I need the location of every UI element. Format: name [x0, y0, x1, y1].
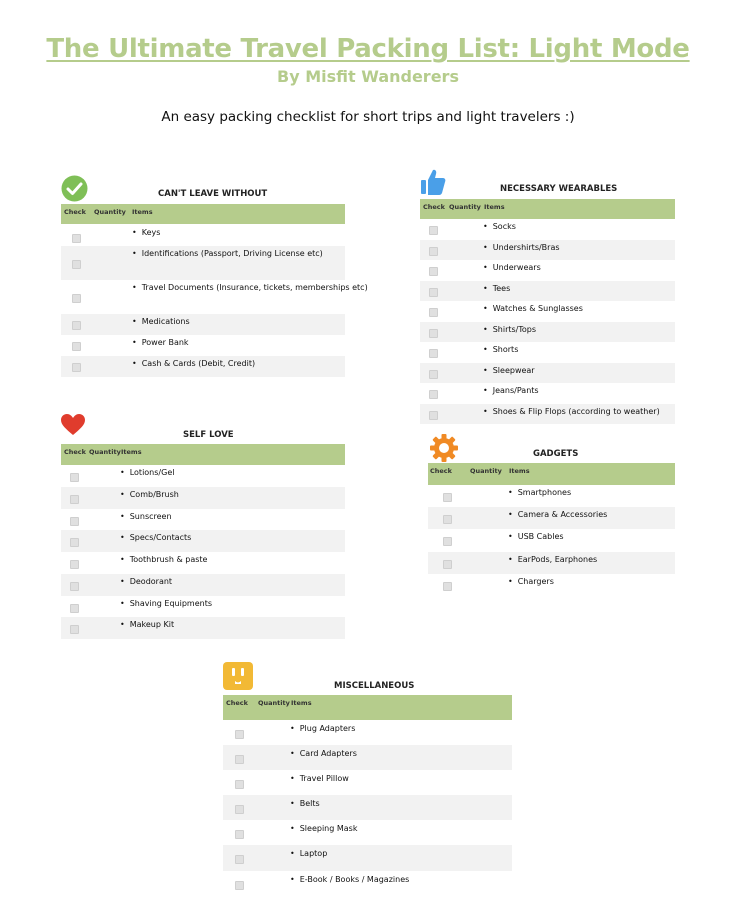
power-outlet-icon	[223, 662, 253, 690]
list-item	[61, 530, 345, 552]
item-label: • Camera & Accessories	[508, 510, 607, 519]
item-label: • Toothbrush & paste	[120, 555, 207, 564]
checkbox[interactable]	[72, 260, 81, 269]
section-title: CAN'T LEAVE WITHOUT	[158, 189, 268, 199]
checkbox[interactable]	[429, 308, 438, 317]
item-label: • Belts	[290, 799, 320, 808]
checkbox[interactable]	[235, 805, 244, 814]
section-necessary-wearables	[420, 166, 675, 426]
list-item	[420, 342, 675, 363]
checkbox[interactable]	[429, 267, 438, 276]
section-self-love	[61, 413, 345, 641]
item-label: • Card Adapters	[290, 749, 357, 758]
item-label: • Laptop	[290, 849, 327, 858]
item-label: • Travel Documents (Insurance, tickets, memberships etc)	[132, 283, 368, 292]
heart-icon	[61, 414, 85, 436]
list-item	[428, 552, 675, 574]
list-item	[61, 487, 345, 509]
header-items: Items	[509, 467, 530, 475]
header-check: Check	[430, 467, 452, 475]
section-title: SELF LOVE	[183, 430, 234, 440]
item-label: • Sunscreen	[120, 512, 172, 521]
section-cant-leave-without	[61, 173, 368, 378]
header-quantity: Quantity	[258, 699, 290, 707]
list-item	[223, 795, 512, 820]
item-label: • Sleeping Mask	[290, 824, 357, 833]
header-items: Items	[291, 699, 312, 707]
header-quantity: Quantity	[470, 467, 502, 475]
checkbox[interactable]	[70, 582, 79, 591]
checkbox[interactable]	[70, 538, 79, 547]
item-label: • Sleepwear	[483, 366, 535, 375]
item-label: • Shaving Equipments	[120, 599, 212, 608]
header-check: Check	[64, 448, 86, 456]
list-item	[420, 383, 675, 404]
checkbox[interactable]	[70, 495, 79, 504]
list-item	[61, 280, 368, 314]
checkbox[interactable]	[429, 349, 438, 358]
checkbox[interactable]	[443, 560, 452, 569]
list-item	[61, 314, 345, 335]
item-label: • Underwears	[483, 263, 541, 272]
checkbox[interactable]	[70, 560, 79, 569]
header-quantity: Quantity	[89, 448, 121, 456]
checkmark-icon	[61, 175, 88, 202]
item-label: • Socks	[483, 222, 516, 231]
list-item	[420, 219, 675, 240]
item-label: • Plug Adapters	[290, 724, 355, 733]
item-label: • Undershirts/Bras	[483, 243, 560, 252]
item-label: • Travel Pillow	[290, 774, 349, 783]
table-header	[223, 695, 512, 720]
header-quantity: Quantity	[94, 208, 126, 216]
item-list	[428, 485, 675, 596]
item-label: • Watches & Sunglasses	[483, 304, 583, 313]
checkbox[interactable]	[235, 755, 244, 764]
item-label: • Chargers	[508, 577, 554, 586]
item-label: • Medications	[132, 317, 190, 326]
checkbox[interactable]	[235, 830, 244, 839]
header-check: Check	[64, 208, 86, 216]
list-item	[420, 301, 675, 322]
item-label: • Shoes & Flip Flops (according to weather)	[483, 407, 660, 416]
checkbox[interactable]	[443, 537, 452, 546]
list-item	[223, 720, 512, 745]
section-title: NECESSARY WEARABLES	[500, 184, 618, 194]
item-list	[61, 465, 345, 639]
item-label: • Smartphones	[508, 488, 571, 497]
list-item	[61, 617, 345, 639]
checkbox[interactable]	[429, 411, 438, 420]
page-tagline: An easy packing checklist for short trips and light travelers :)	[161, 109, 575, 125]
item-label: • USB Cables	[508, 532, 564, 541]
item-list	[420, 219, 675, 424]
item-label: • EarPods, Earphones	[508, 555, 597, 564]
checkbox[interactable]	[70, 473, 79, 482]
item-label: • Keys	[132, 228, 160, 237]
item-list	[223, 720, 512, 896]
checkbox[interactable]	[235, 855, 244, 864]
checkbox[interactable]	[70, 604, 79, 613]
section-title: GADGETS	[533, 449, 579, 459]
list-item	[61, 246, 345, 280]
gear-icon	[430, 434, 458, 462]
list-item	[428, 507, 675, 529]
list-item	[61, 356, 345, 377]
header-check: Check	[423, 203, 445, 211]
item-label: • Jeans/Pants	[483, 386, 539, 395]
checkbox[interactable]	[429, 247, 438, 256]
item-label: • Shorts	[483, 345, 518, 354]
list-item	[61, 335, 345, 356]
list-item	[420, 404, 675, 425]
list-item	[420, 260, 675, 281]
checkbox[interactable]	[429, 226, 438, 235]
item-label: • Cash & Cards (Debit, Credit)	[132, 359, 255, 368]
item-label: • Identifications (Passport, Driving License etc)	[132, 249, 323, 258]
checkbox[interactable]	[443, 515, 452, 524]
list-item	[223, 845, 512, 870]
list-item	[223, 770, 512, 795]
header-items: Items	[121, 448, 142, 456]
page-subtitle: By Misfit Wanderers	[277, 67, 459, 86]
checkbox[interactable]	[72, 363, 81, 372]
item-label: • Shirts/Tops	[483, 325, 536, 334]
item-label: • Comb/Brush	[120, 490, 179, 499]
header-items: Items	[484, 203, 505, 211]
item-label: • Lotions/Gel	[120, 468, 174, 477]
header-check: Check	[226, 699, 248, 707]
page-title: The Ultimate Travel Packing List: Light Mode	[46, 34, 690, 64]
checkbox[interactable]	[443, 582, 452, 591]
table-header	[61, 204, 345, 224]
list-item	[428, 485, 675, 507]
checkbox[interactable]	[429, 390, 438, 399]
item-label: • Tees	[483, 284, 510, 293]
checkbox[interactable]	[429, 370, 438, 379]
item-label: • Power Bank	[132, 338, 189, 347]
list-item	[223, 820, 512, 845]
checkbox[interactable]	[235, 881, 244, 890]
header-items: Items	[132, 208, 153, 216]
list-item	[420, 240, 675, 261]
item-list	[61, 224, 368, 377]
checkbox[interactable]	[235, 730, 244, 739]
list-item	[61, 552, 345, 574]
section-miscellaneous	[223, 662, 512, 898]
table-header	[420, 199, 675, 219]
section-title: MISCELLANEOUS	[334, 681, 415, 691]
item-label: • Specs/Contacts	[120, 533, 191, 542]
header-quantity: Quantity	[449, 203, 481, 211]
checkbox[interactable]	[72, 234, 81, 243]
checkbox[interactable]	[72, 294, 81, 303]
list-item	[61, 465, 345, 487]
checkbox[interactable]	[70, 625, 79, 634]
list-item	[61, 574, 345, 596]
checkbox[interactable]	[235, 780, 244, 789]
item-label: • Makeup Kit	[120, 620, 174, 629]
list-item	[428, 574, 675, 596]
list-item	[420, 363, 675, 384]
section-gadgets	[428, 433, 675, 598]
list-item	[420, 281, 675, 302]
checkbox[interactable]	[429, 329, 438, 338]
table-header	[428, 463, 675, 485]
thumbs-up-icon	[420, 168, 446, 196]
item-label: • E-Book / Books / Magazines	[290, 875, 409, 884]
list-item	[420, 322, 675, 343]
table-header	[61, 444, 345, 465]
checkbox[interactable]	[72, 321, 81, 330]
item-label: • Deodorant	[120, 577, 172, 586]
checkbox[interactable]	[443, 493, 452, 502]
checkbox[interactable]	[70, 517, 79, 526]
list-item	[223, 745, 512, 770]
list-item	[61, 509, 345, 531]
list-item	[61, 596, 345, 618]
checkbox[interactable]	[429, 288, 438, 297]
checkbox[interactable]	[72, 342, 81, 351]
list-item	[428, 529, 675, 551]
list-item	[223, 871, 512, 896]
list-item	[61, 224, 345, 246]
